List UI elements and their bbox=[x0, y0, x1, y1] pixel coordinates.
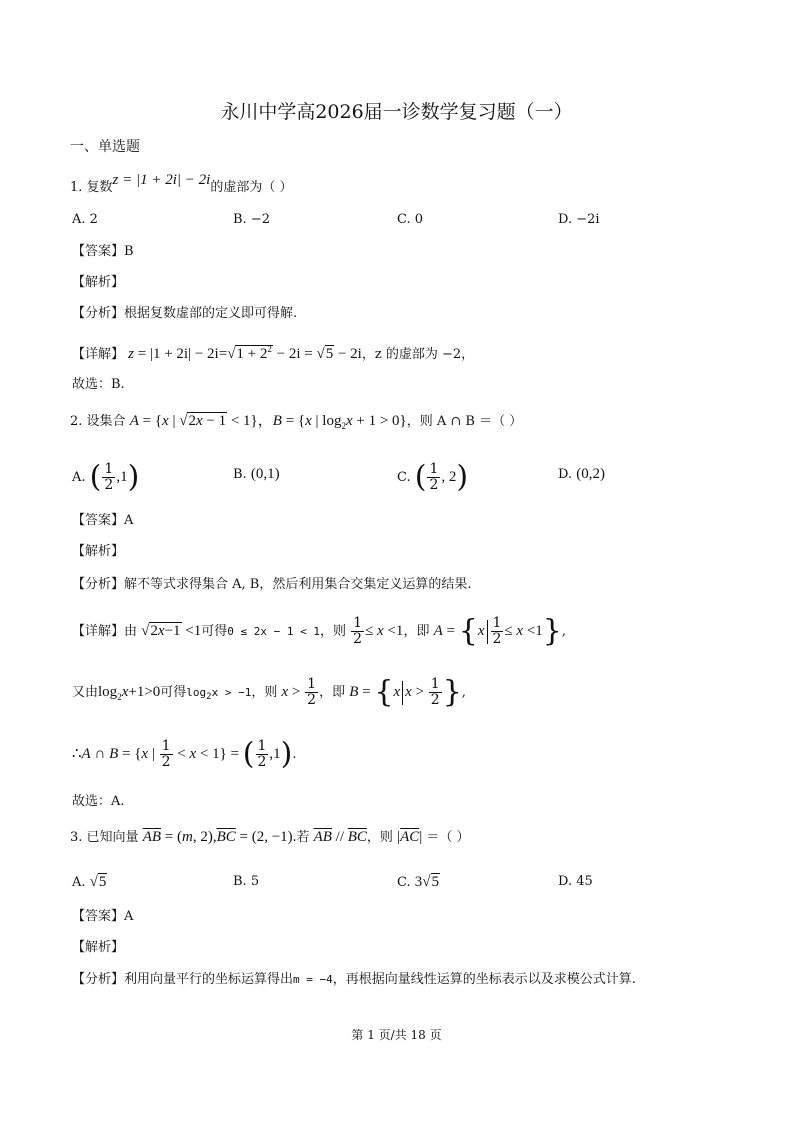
q3-option-c: C. 3√5 bbox=[397, 874, 439, 890]
q2-detail-line1: 【详解】由 √2x−1 <1可得0 ≤ 2x − 1 < 1，则 $\frac{1}{2}$ ≤ x <1，即 A = {x $\frac{1}{2}$ ≤ x <1}, bbox=[72, 613, 567, 649]
q2-option-c: C. ( $\frac{1}{2}$ , 2) bbox=[397, 459, 469, 495]
q2-answer: 【答案】A bbox=[72, 513, 134, 528]
q2-option-a: A. ( $\frac{1}{2}$ ,1) bbox=[72, 459, 140, 495]
q1-xiangjie: 【详解】 $z = |1 + 2i| - 2i=√1 + 2^2 - 2i = √5 - 2i$，z 的虚部为 −2， bbox=[72, 344, 475, 362]
page-title: 永川中学高2026届一诊数学复习题（一） bbox=[220, 101, 573, 123]
q2-analysis: 【解析】 bbox=[72, 544, 125, 559]
q1-answer: 【答案】B bbox=[72, 244, 134, 259]
q2-conclusion: 故选：A. bbox=[72, 794, 125, 809]
section-heading: 一、单选题 bbox=[70, 139, 140, 155]
q1-option-b: B. −2 bbox=[233, 212, 270, 227]
q2-detail-line3: ∴A ∩ B = {x | $\frac{1}{2}$ < x < 1} = ( $\frac{1}{2}$ ,1). bbox=[72, 736, 297, 772]
q1-option-a: A. 2 bbox=[72, 212, 98, 227]
q1-option-c: C. 0 bbox=[397, 212, 424, 227]
q2-detail-line2: 又由$\log_2x+1>0$可得$\log_2x > -1$，则 x > $\frac{1}{2}$ ，即 B = {x x > $\frac{1}{2}$ }, bbox=[72, 674, 466, 710]
page-footer: 第 1 页/共 18 页 bbox=[351, 1028, 442, 1042]
q3-option-a: A. √5 bbox=[72, 874, 107, 890]
q3-stem: 3. 已知向量 $\overline{AB} = (m$, $2),\overline{BC} = (2$, −1).若 $\overline{AB} // \overline{BC}$，则 $|\overline{AC}|$ ＝（ ） bbox=[70, 829, 470, 845]
q1-conclusion: 故选：B. bbox=[72, 377, 125, 392]
q3-analysis: 【解析】 bbox=[72, 940, 125, 955]
q3-fenxi: 【分析】利用向量平行的坐标运算得出m = −4，再根据向量线性运算的坐标表示以及求模公式计算. bbox=[72, 972, 636, 987]
q3-option-d: D. 45 bbox=[558, 874, 593, 889]
q1-analysis: 【解析】 bbox=[72, 275, 125, 290]
q3-answer: 【答案】A bbox=[72, 909, 134, 924]
q1-fenxi: 【分析】根据复数虚部的定义即可得解. bbox=[72, 306, 298, 321]
q1-option-d: D. −2i bbox=[558, 212, 600, 227]
q2-stem: 2. 设集合 A = {x | √2x − 1 < 1}，B = {x | $\log_2x + 1 > 0$}，则 A ∩ B ＝（ ） bbox=[70, 413, 523, 431]
q2-fenxi: 【分析】解不等式求得集合 A, B，然后利用集合交集定义运算的结果. bbox=[72, 577, 472, 592]
q1-stem: 1. 复数z = |1 + 2i| − 2i的虚部为（ ） bbox=[70, 172, 293, 195]
q2-option-d: D. (0,2) bbox=[558, 466, 605, 482]
q3-option-b: B. 5 bbox=[233, 874, 260, 889]
q2-option-b: B. (0,1) bbox=[233, 466, 280, 482]
